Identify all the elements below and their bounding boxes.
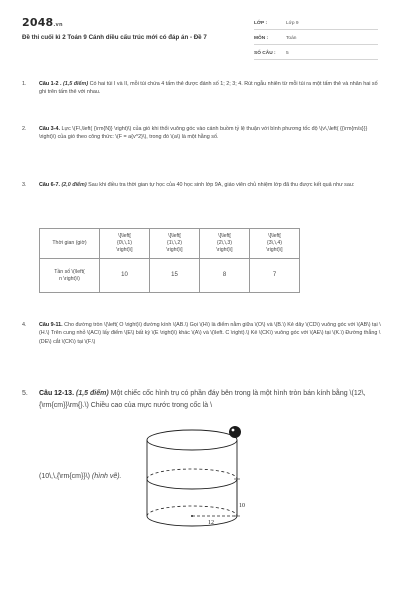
- table-cell: 10: [100, 259, 150, 293]
- radius-label: 12: [208, 520, 214, 526]
- table-header-cell: Thời gian (giờ): [40, 229, 100, 259]
- question-points: (1,5 điểm): [62, 81, 89, 87]
- question-label: Câu 3-4.: [39, 126, 60, 132]
- question-body: [39, 321, 384, 346]
- question-body: [39, 125, 384, 142]
- question-body: [39, 388, 389, 411]
- base-center-point: [191, 515, 193, 517]
- cup-bottom-back: [147, 506, 237, 516]
- meta-row-subject: [254, 33, 378, 45]
- table-cell: \[\left[ {0\,\,1) \right)\]: [100, 229, 150, 259]
- meta-key: LỚP :: [254, 21, 268, 26]
- caption-italic: (hình vẽ).: [91, 473, 122, 480]
- table-row: [40, 259, 300, 293]
- question-text: Một chiếc cốc hình trụ có phần đáy bên trong là một hình tròn bán kính bằng \(12\,{\rm{cm}}\rm{}.\) Chiều cao của mực nước trong cốc là \: [39, 390, 366, 409]
- question-body: [39, 181, 384, 189]
- question-points: (1,5 điểm): [75, 390, 109, 397]
- cylinder-cup-figure: [136, 420, 266, 540]
- meta-value: Toán: [286, 36, 297, 41]
- question-text: Cho đường tròn \(\left( O \right)\) đường kính \(AB.\) Gọi \(H\) là điểm nằm giữa \(O\) và \(B.\) Kẻ dây \(CD\) vuông góc với \(AB\) tại \(H.\) Trên cung nhỏ \(AC\) lấy điểm \(E\) bất kỳ \(E \right)\) khác \(A\) và \(\left. C \right).\) Kẻ \(CK\) vuông góc với \(AE\) tại \(K.\) Đường thẳng \(DE\) cắt \(CK\) tại \(F.\): [39, 322, 381, 345]
- table-cell: \[\left[ {3\,\,4) \right)\]: [250, 229, 300, 259]
- question-label: Câu 9-11.: [39, 322, 63, 328]
- question-text: Lực \(F\,\left( {\rm{N}} \right)\) của gió khi thổi vuông góc vào cánh buồm tỷ lệ thuận với bình phương tốc độ \(v\,\left( {{\rm{m/s}}} \right)\) của gió theo công thức: \(F = a{v^2}\), trong đó \(a\) là một hằng số.: [39, 126, 368, 141]
- height-label: 10: [239, 503, 245, 509]
- logo-text: 2048: [22, 16, 54, 29]
- logo-tld: .vn: [53, 22, 63, 28]
- question-label: Câu 1-2 .: [39, 81, 62, 87]
- table-cell: \[\left[ {1\,\,2) \right)\]: [150, 229, 200, 259]
- ball-icon: [229, 426, 241, 438]
- question-text: Sau khi điều tra thời gian tự học của 40 học sinh lớp 9A, giáo viên chủ nhiệm lớp đã thu được kết quả như sau:: [86, 182, 355, 188]
- meta-value: Lớp 9: [286, 21, 299, 26]
- meta-value: 5: [286, 51, 289, 56]
- question-body: [39, 80, 384, 97]
- question-number: 5.: [22, 390, 28, 397]
- question-label: Câu 12-13.: [39, 390, 75, 397]
- table-row: [40, 229, 300, 259]
- table-cell: 8: [200, 259, 250, 293]
- water-surface-front: [147, 479, 237, 489]
- question-text: Có hai túi I và II, mỗi túi chứa 4 tấm thẻ được đánh số 1; 2; 3; 4. Rút ngẫu nhiên từ mỗi túi ra một tấm thẻ và nhân hai số ghi trên tấm thẻ với nhau.: [39, 81, 378, 96]
- table-cell: 7: [250, 259, 300, 293]
- question-label: Câu 6-7.: [39, 182, 60, 188]
- question-points: (2,0 điểm): [61, 182, 87, 188]
- meta-row-question-count: [254, 48, 378, 60]
- table-header-cell: Tần số \(\left( n \right)\): [40, 259, 100, 293]
- water-surface-back: [147, 469, 237, 479]
- question-number: 1.: [22, 81, 27, 87]
- frequency-table: [39, 228, 300, 293]
- table-cell: 15: [150, 259, 200, 293]
- meta-key: SỐ CÂU :: [254, 51, 276, 56]
- table-cell: \[\left[ {2\,\,3) \right)\]: [200, 229, 250, 259]
- question-number: 2.: [22, 126, 27, 132]
- question-number: 4.: [22, 322, 27, 328]
- figure-caption: [39, 473, 122, 480]
- question-number: 3.: [22, 182, 27, 188]
- meta-row-class: [254, 18, 378, 30]
- cup-top-rim: [147, 430, 237, 450]
- document-title: Đề thi cuối kì 2 Toán 9 Cánh diều cấu trúc mới có đáp án - Đề 7: [22, 34, 207, 41]
- cup-bottom-front: [147, 516, 237, 526]
- document-meta: [254, 18, 378, 63]
- caption-value: (10\,\,{\rm{cm}}\): [39, 473, 92, 480]
- site-logo[interactable]: [22, 16, 63, 29]
- meta-key: MÔN :: [254, 36, 269, 41]
